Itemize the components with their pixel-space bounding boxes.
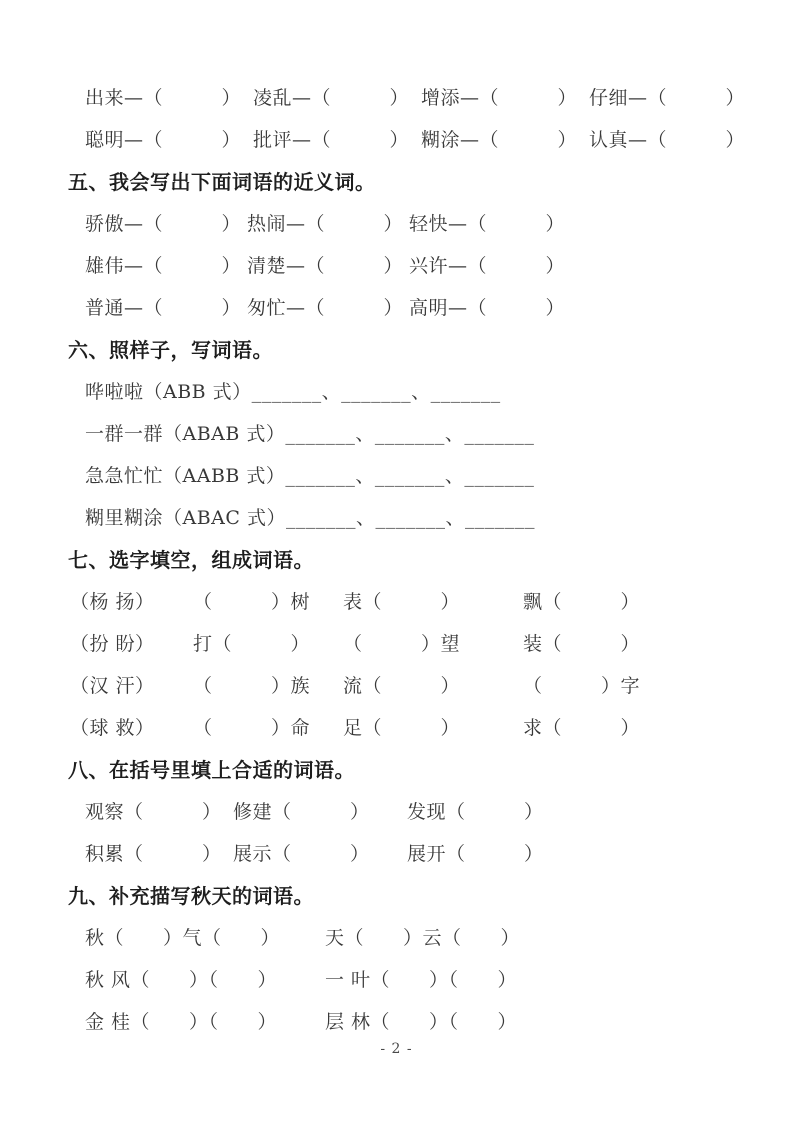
exercise-item: 装（ ） <box>523 633 641 655</box>
exercise-item: （扮 盼） <box>70 633 155 655</box>
exercise-item: 急急忙忙（AABB 式）_______、_______、_______ <box>85 465 535 487</box>
exercise-row <box>0 381 793 404</box>
exercise-row <box>0 423 793 446</box>
section-7-choose-character <box>0 549 793 740</box>
exercise-item: 认真—（ ） <box>589 129 746 151</box>
exercise-item: 雄伟—（ ） <box>85 255 242 277</box>
exercise-item: 天（ ）云（ ） <box>325 927 521 949</box>
exercise-item: 修建（ ） <box>233 801 370 823</box>
section-5-synonyms <box>0 171 793 320</box>
exercise-item: （球 救） <box>70 717 155 739</box>
exercise-row <box>0 591 793 614</box>
exercise-item: 积累（ ） <box>85 843 222 865</box>
exercise-item: 秋 风（ ）（ ） <box>85 969 278 991</box>
exercise-item: 秋（ ）气（ ） <box>85 927 281 949</box>
exercise-item: 轻快—（ ） <box>409 213 566 235</box>
exercise-item: （汉 汗） <box>70 675 155 697</box>
exercise-row <box>0 507 793 530</box>
exercise-item: 哗啦啦（ABB 式）_______、_______、_______ <box>85 381 501 403</box>
exercise-item: 凌乱—（ ） <box>253 87 410 109</box>
exercise-item: （ ）族 <box>193 675 311 697</box>
exercise-item: 仔细—（ ） <box>589 87 746 109</box>
page-number: - 2 - <box>380 1041 413 1057</box>
exercise-item: 高明—（ ） <box>409 297 566 319</box>
exercise-row <box>0 1011 793 1034</box>
exercise-row <box>0 969 793 992</box>
exercise-row <box>0 717 793 740</box>
exercise-item: （杨 扬） <box>70 591 155 613</box>
exercise-item: （ ）字 <box>523 675 641 697</box>
exercise-item: 打（ ） <box>193 633 311 655</box>
exercise-item: 求（ ） <box>523 717 641 739</box>
exercise-item: 表（ ） <box>343 591 461 613</box>
exercise-item: 骄傲—（ ） <box>85 213 242 235</box>
section-4-antonyms-continued <box>0 87 793 152</box>
exercise-item: 糊涂—（ ） <box>421 129 578 151</box>
section-8-collocations <box>0 759 793 866</box>
exercise-row <box>0 801 793 824</box>
exercise-item: 展示（ ） <box>233 843 370 865</box>
exercise-row <box>0 297 793 320</box>
exercise-item: （ ）望 <box>343 633 461 655</box>
exercise-row <box>0 927 793 950</box>
exercise-item: 发现（ ） <box>407 801 544 823</box>
exercise-item: 热闹—（ ） <box>247 213 404 235</box>
section-6-word-patterns-heading: 六、照样子，写词语。 <box>68 338 273 362</box>
section-9-autumn-words <box>0 885 793 1034</box>
exercise-item: 一 叶（ ）（ ） <box>325 969 518 991</box>
exercise-item: 增添—（ ） <box>421 87 578 109</box>
section-8-collocations-heading: 八、在括号里填上合适的词语。 <box>68 758 355 782</box>
exercise-row <box>0 633 793 656</box>
exercise-item: 普通—（ ） <box>85 297 242 319</box>
exercise-item: 一群一群（ABAB 式）_______、_______、_______ <box>85 423 535 445</box>
exercise-item: 展开（ ） <box>407 843 544 865</box>
exercise-item: 批评—（ ） <box>253 129 410 151</box>
exercise-item: 足（ ） <box>343 717 461 739</box>
exercise-item: 兴许—（ ） <box>409 255 566 277</box>
section-9-autumn-words-heading: 九、补充描写秋天的词语。 <box>68 884 314 908</box>
exercise-item: 糊里糊涂（ABAC 式）_______、_______、_______ <box>85 507 535 529</box>
section-6-word-patterns <box>0 339 793 530</box>
exercise-item: 匆忙—（ ） <box>247 297 404 319</box>
exercise-item: 飘（ ） <box>523 591 641 613</box>
section-7-choose-character-heading: 七、选字填空，组成词语。 <box>68 548 314 572</box>
exercise-item: 流（ ） <box>343 675 461 697</box>
exercise-item: （ ）树 <box>193 591 311 613</box>
exercise-item: 层 林（ ）（ ） <box>325 1011 518 1033</box>
exercise-row <box>0 129 793 152</box>
exercise-item: 观察（ ） <box>85 801 222 823</box>
exercise-item: 聪明—（ ） <box>85 129 242 151</box>
exercise-row <box>0 675 793 698</box>
exercise-item: 出来—（ ） <box>85 87 242 109</box>
exercise-row <box>0 255 793 278</box>
exercise-item: 清楚—（ ） <box>247 255 404 277</box>
exercise-row <box>0 843 793 866</box>
exercise-row <box>0 213 793 236</box>
exercise-row <box>0 465 793 488</box>
exercise-item: 金 桂（ ）（ ） <box>85 1011 278 1033</box>
section-5-synonyms-heading: 五、我会写出下面词语的近义词。 <box>68 170 376 194</box>
exercise-item: （ ）命 <box>193 717 311 739</box>
exercise-row <box>0 87 793 110</box>
